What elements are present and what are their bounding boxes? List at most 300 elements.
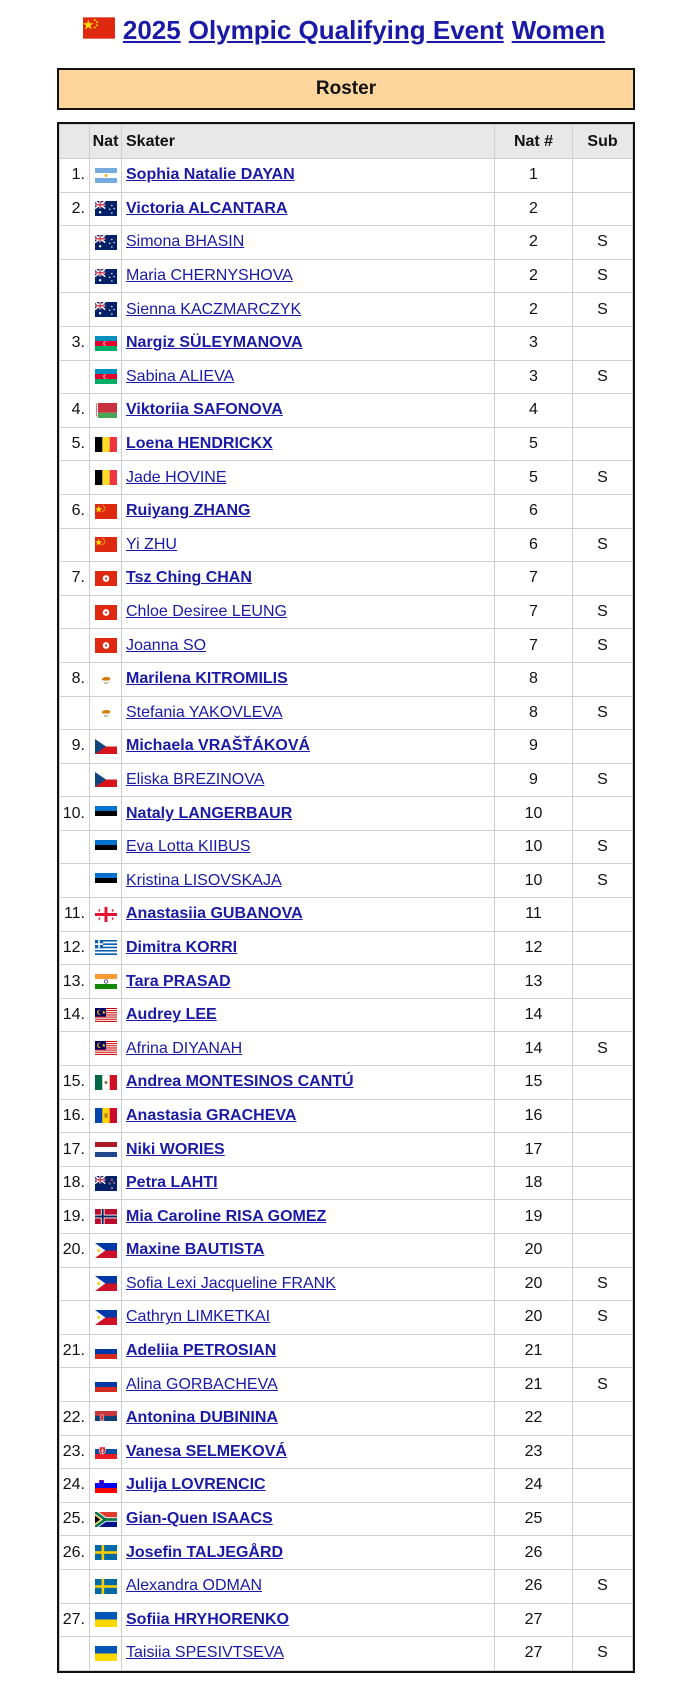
table-row — [60, 159, 633, 193]
rank-cell: 23. — [60, 1435, 90, 1469]
nat-number-cell: 14 — [495, 1032, 573, 1066]
flag-cell — [90, 427, 122, 461]
flag-cell — [90, 1502, 122, 1536]
nat-number-cell: 27 — [495, 1603, 573, 1637]
rank-cell — [60, 629, 90, 663]
nat-number-cell: 2 — [495, 259, 573, 293]
skater-cell — [122, 1133, 495, 1167]
table-row — [60, 1435, 633, 1469]
sub-cell — [573, 998, 633, 1032]
skater-cell — [122, 1603, 495, 1637]
flag-cell — [90, 226, 122, 260]
rank-cell — [60, 293, 90, 327]
skater-link[interactable]: Yi ZHU — [126, 535, 177, 553]
flag-cell — [90, 394, 122, 428]
sub-cell: S — [573, 595, 633, 629]
nat-number-cell: 20 — [495, 1267, 573, 1301]
skater-link[interactable]: Andrea MONTESINOS CANTÚ — [126, 1073, 354, 1091]
table-row — [60, 797, 633, 831]
table-row — [60, 461, 633, 495]
skater-link[interactable]: Alexandra ODMAN — [126, 1577, 263, 1595]
table-row — [60, 1637, 633, 1671]
nat-number-cell: 11 — [495, 898, 573, 932]
flag-cell — [90, 1435, 122, 1469]
hong-kong-flag-icon — [90, 638, 121, 653]
nat-number-cell: 9 — [495, 730, 573, 764]
skater-link[interactable]: Chloe Desiree LEUNG — [126, 603, 287, 621]
table-row — [60, 595, 633, 629]
rank-cell: 27. — [60, 1603, 90, 1637]
nat-number-cell: 23 — [495, 1435, 573, 1469]
table-row — [60, 1401, 633, 1435]
moldova-flag-icon — [90, 1108, 121, 1123]
sub-cell: S — [573, 1267, 633, 1301]
russia-flag-icon — [90, 1344, 121, 1359]
skater-cell — [122, 898, 495, 932]
table-row — [60, 1166, 633, 1200]
skater-link[interactable]: Afrina DIYANAH — [126, 1039, 243, 1057]
roster-label: Roster — [315, 78, 377, 99]
nat-number-cell: 17 — [495, 1133, 573, 1167]
skater-link[interactable]: Anastasia GRACHEVA — [126, 1106, 297, 1124]
rank-cell: 12. — [60, 931, 90, 965]
hong-kong-flag-icon — [90, 571, 121, 586]
rank-cell: 7. — [60, 562, 90, 596]
flag-cell — [90, 1099, 122, 1133]
rank-cell — [60, 696, 90, 730]
flag-cell — [90, 192, 122, 226]
flag-cell — [90, 360, 122, 394]
skater-link[interactable]: Nataly LANGERBAUR — [126, 804, 293, 822]
table-row — [60, 662, 633, 696]
slovakia-flag-icon — [90, 1444, 121, 1459]
rank-cell: 11. — [60, 898, 90, 932]
china-flag-icon — [90, 504, 121, 519]
rank-cell — [60, 763, 90, 797]
malaysia-flag-icon — [90, 1041, 121, 1056]
rank-cell: 8. — [60, 662, 90, 696]
skater-link[interactable]: Michaela VRAŠŤÁKOVÁ — [126, 737, 311, 755]
rank-cell — [60, 259, 90, 293]
sub-cell: S — [573, 1032, 633, 1066]
rank-cell: 9. — [60, 730, 90, 764]
skater-cell — [122, 1099, 495, 1133]
skater-cell — [122, 864, 495, 898]
rank-cell — [60, 528, 90, 562]
skater-link[interactable]: Tara PRASAD — [126, 972, 231, 990]
flag-cell — [90, 562, 122, 596]
skater-cell — [122, 1536, 495, 1570]
nat-number-cell: 2 — [495, 192, 573, 226]
skater-link[interactable]: Audrey LEE — [126, 1006, 217, 1024]
australia-flag-icon — [90, 235, 121, 250]
nat-number-cell: 1 — [495, 159, 573, 193]
sub-cell: S — [573, 763, 633, 797]
flag-cell — [90, 864, 122, 898]
rank-cell — [60, 1267, 90, 1301]
rank-cell: 14. — [60, 998, 90, 1032]
flag-cell — [90, 1267, 122, 1301]
skater-cell — [122, 1066, 495, 1100]
skater-link[interactable]: Kristina LISOVSKAJA — [126, 871, 282, 889]
greece-flag-icon — [90, 940, 121, 955]
philippines-flag-icon — [90, 1310, 121, 1325]
table-row — [60, 494, 633, 528]
ukraine-flag-icon — [90, 1612, 121, 1627]
nat-number-cell: 2 — [495, 293, 573, 327]
flag-cell — [90, 1301, 122, 1335]
nat-number-cell: 10 — [495, 830, 573, 864]
flag-cell — [90, 1032, 122, 1066]
skater-link[interactable]: Adeliia PETROSIAN — [126, 1342, 277, 1360]
skater-cell — [122, 192, 495, 226]
sub-cell — [573, 326, 633, 360]
nat-number-cell: 26 — [495, 1536, 573, 1570]
rank-cell — [60, 595, 90, 629]
sub-cell — [573, 427, 633, 461]
rank-cell: 5. — [60, 427, 90, 461]
skater-cell — [122, 830, 495, 864]
table-row — [60, 394, 633, 428]
skater-link[interactable]: Simona BHASIN — [126, 233, 245, 251]
table-row — [60, 730, 633, 764]
flag-cell — [90, 1200, 122, 1234]
netherlands-flag-icon — [90, 1142, 121, 1157]
skater-cell — [122, 763, 495, 797]
skater-cell — [122, 259, 495, 293]
nat-number-cell: 9 — [495, 763, 573, 797]
title-event-link[interactable]: Olympic Qualifying Event — [188, 14, 504, 45]
flag-cell — [90, 1401, 122, 1435]
column-header-sub: Sub — [573, 125, 633, 159]
india-flag-icon — [90, 974, 121, 989]
skater-cell — [122, 1469, 495, 1503]
nat-number-cell: 4 — [495, 394, 573, 428]
south-africa-flag-icon — [90, 1512, 121, 1527]
skater-link[interactable]: Taisiia SPESIVTSEVA — [126, 1644, 284, 1662]
skater-link[interactable]: Alina GORBACHEVA — [126, 1375, 278, 1393]
sub-cell — [573, 1066, 633, 1100]
nat-number-cell: 19 — [495, 1200, 573, 1234]
sub-cell: S — [573, 360, 633, 394]
norway-flag-icon — [90, 1209, 121, 1224]
skater-cell — [122, 427, 495, 461]
mexico-flag-icon — [90, 1075, 121, 1090]
cyprus-flag-icon — [90, 705, 121, 720]
nat-number-cell: 7 — [495, 629, 573, 663]
sub-cell — [573, 1334, 633, 1368]
sub-cell: S — [573, 830, 633, 864]
skater-cell — [122, 1637, 495, 1671]
rank-cell: 15. — [60, 1066, 90, 1100]
slovenia-flag-icon — [90, 1478, 121, 1493]
table-row — [60, 864, 633, 898]
page-title — [0, 12, 688, 48]
flag-cell — [90, 1469, 122, 1503]
rank-cell: 18. — [60, 1166, 90, 1200]
nat-number-cell: 8 — [495, 696, 573, 730]
nat-number-cell: 10 — [495, 864, 573, 898]
sub-cell: S — [573, 293, 633, 327]
sub-cell: S — [573, 1301, 633, 1335]
table-row — [60, 998, 633, 1032]
skater-link[interactable]: Gian-Quen ISAACS — [126, 1510, 273, 1528]
skater-link[interactable]: Tsz Ching CHAN — [126, 569, 252, 587]
flag-cell — [90, 1234, 122, 1268]
nat-number-cell: 22 — [495, 1401, 573, 1435]
nat-number-cell: 13 — [495, 965, 573, 999]
flag-cell — [90, 326, 122, 360]
sub-cell — [573, 898, 633, 932]
sub-cell — [573, 1401, 633, 1435]
rank-cell — [60, 830, 90, 864]
table-header-row — [60, 125, 633, 159]
nat-number-cell: 5 — [495, 461, 573, 495]
rank-cell: 22. — [60, 1401, 90, 1435]
table-row — [60, 1133, 633, 1167]
flag-cell — [90, 898, 122, 932]
flag-cell — [90, 1603, 122, 1637]
skater-cell — [122, 965, 495, 999]
rank-cell: 17. — [60, 1133, 90, 1167]
table-row — [60, 1234, 633, 1268]
roster-table — [59, 124, 633, 1671]
flag-cell — [90, 259, 122, 293]
table-row — [60, 528, 633, 562]
skater-cell — [122, 1334, 495, 1368]
flag-cell — [90, 1536, 122, 1570]
australia-flag-icon — [90, 302, 121, 317]
skater-cell — [122, 1502, 495, 1536]
nat-number-cell: 14 — [495, 998, 573, 1032]
nat-number-cell: 10 — [495, 797, 573, 831]
sub-cell — [573, 562, 633, 596]
estonia-flag-icon — [90, 806, 121, 821]
skater-link[interactable]: Sienna KACZMARCZYK — [126, 300, 302, 318]
philippines-flag-icon — [90, 1276, 121, 1291]
skater-cell — [122, 595, 495, 629]
sub-cell: S — [573, 226, 633, 260]
philippines-flag-icon — [90, 1243, 121, 1258]
nat-number-cell: 7 — [495, 595, 573, 629]
table-row — [60, 1569, 633, 1603]
sub-cell — [573, 1133, 633, 1167]
skater-link[interactable]: Julija LOVRENCIC — [126, 1476, 266, 1494]
flag-cell — [90, 696, 122, 730]
skater-cell — [122, 528, 495, 562]
australia-flag-icon — [90, 269, 121, 284]
rank-cell: 13. — [60, 965, 90, 999]
sub-cell: S — [573, 629, 633, 663]
skater-cell — [122, 730, 495, 764]
table-row — [60, 1267, 633, 1301]
flag-cell — [90, 1166, 122, 1200]
table-row — [60, 931, 633, 965]
skater-cell — [122, 394, 495, 428]
skater-cell — [122, 461, 495, 495]
skater-link[interactable]: Petra LAHTI — [126, 1174, 218, 1192]
skater-cell — [122, 1267, 495, 1301]
skater-cell — [122, 1234, 495, 1268]
skater-cell — [122, 1301, 495, 1335]
skater-link[interactable]: Jade HOVINE — [126, 468, 227, 486]
belgium-flag-icon — [90, 437, 121, 452]
flag-cell — [90, 730, 122, 764]
table-row — [60, 965, 633, 999]
flag-cell — [90, 629, 122, 663]
table-row — [60, 830, 633, 864]
nat-number-cell: 25 — [495, 1502, 573, 1536]
sub-cell — [573, 1603, 633, 1637]
skater-link[interactable]: Maxine BAUTISTA — [126, 1241, 265, 1259]
skater-link[interactable]: Sofia Lexi Jacqueline FRANK — [126, 1274, 336, 1292]
skater-link[interactable]: Marilena KITROMILIS — [126, 670, 288, 688]
skater-link[interactable]: Joanna SO — [126, 636, 207, 654]
sub-cell — [573, 1435, 633, 1469]
estonia-flag-icon — [90, 840, 121, 855]
sub-cell — [573, 1234, 633, 1268]
table-row — [60, 562, 633, 596]
skater-link[interactable]: Viktoriia SAFONOVA — [126, 401, 283, 419]
nat-number-cell: 18 — [495, 1166, 573, 1200]
skater-cell — [122, 293, 495, 327]
title-year-link[interactable]: 2025 — [122, 14, 181, 45]
sub-cell — [573, 730, 633, 764]
skater-link[interactable]: Cathryn LIMKETKAI — [126, 1308, 271, 1326]
nat-number-cell: 15 — [495, 1066, 573, 1100]
skater-link[interactable]: Antonina DUBININA — [126, 1409, 278, 1427]
column-header-skater: Skater — [122, 125, 495, 159]
skater-link[interactable]: Sabina ALIEVA — [126, 367, 235, 385]
flag-cell — [90, 528, 122, 562]
flag-cell — [90, 159, 122, 193]
nat-number-cell: 26 — [495, 1569, 573, 1603]
sub-cell — [573, 192, 633, 226]
sub-cell — [573, 1502, 633, 1536]
skater-cell — [122, 1401, 495, 1435]
skater-link[interactable]: Mia Caroline RISA GOMEZ — [126, 1207, 327, 1225]
flag-cell — [90, 1133, 122, 1167]
skater-cell — [122, 931, 495, 965]
rank-cell: 16. — [60, 1099, 90, 1133]
flag-cell — [90, 830, 122, 864]
table-row — [60, 1469, 633, 1503]
skater-cell — [122, 797, 495, 831]
nat-number-cell: 7 — [495, 562, 573, 596]
skater-link[interactable]: Ruiyang ZHANG — [126, 502, 251, 520]
nat-number-cell: 16 — [495, 1099, 573, 1133]
table-row — [60, 1502, 633, 1536]
sub-cell — [573, 494, 633, 528]
rank-cell: 10. — [60, 797, 90, 831]
rank-cell: 3. — [60, 326, 90, 360]
nat-number-cell: 8 — [495, 662, 573, 696]
sub-cell — [573, 965, 633, 999]
skater-cell — [122, 1368, 495, 1402]
sub-cell — [573, 1166, 633, 1200]
flag-cell — [90, 763, 122, 797]
flag-cell — [90, 461, 122, 495]
flag-cell — [90, 1066, 122, 1100]
skater-cell — [122, 1166, 495, 1200]
skater-link[interactable]: Nargiz SÜLEYMANOVA — [126, 334, 303, 352]
skater-link[interactable]: Eliska BREZINOVA — [126, 770, 265, 788]
skater-cell — [122, 629, 495, 663]
skater-link[interactable]: Victoria ALCANTARA — [126, 199, 288, 217]
flag-cell — [90, 931, 122, 965]
skater-link[interactable]: Maria CHERNYSHOVA — [126, 267, 293, 285]
czechia-flag-icon — [90, 739, 121, 754]
sub-cell: S — [573, 528, 633, 562]
sub-cell — [573, 1200, 633, 1234]
skater-link[interactable]: Dimitra KORRI — [126, 938, 238, 956]
rank-cell — [60, 1301, 90, 1335]
serbia-flag-icon — [90, 1411, 121, 1426]
skater-cell — [122, 562, 495, 596]
sub-cell: S — [573, 1569, 633, 1603]
table-row — [60, 259, 633, 293]
skater-link[interactable]: Loena HENDRICKX — [126, 435, 273, 453]
table-row — [60, 898, 633, 932]
sub-cell — [573, 1536, 633, 1570]
nat-number-cell: 5 — [495, 427, 573, 461]
skater-link[interactable]: Sofiia HRYHORENKO — [126, 1610, 289, 1628]
nat-number-cell: 27 — [495, 1637, 573, 1671]
flag-cell — [90, 1569, 122, 1603]
table-row — [60, 360, 633, 394]
china-flag-icon — [83, 15, 115, 46]
table-row — [60, 427, 633, 461]
hong-kong-flag-icon — [90, 605, 121, 620]
rank-cell: 25. — [60, 1502, 90, 1536]
rank-cell: 26. — [60, 1536, 90, 1570]
sub-cell — [573, 1099, 633, 1133]
rank-cell: 24. — [60, 1469, 90, 1503]
rank-cell — [60, 1569, 90, 1603]
sweden-flag-icon — [90, 1579, 121, 1594]
skater-cell — [122, 226, 495, 260]
sub-cell — [573, 1469, 633, 1503]
sub-cell: S — [573, 1368, 633, 1402]
skater-link[interactable]: Anastasiia GUBANOVA — [126, 905, 303, 923]
rank-cell — [60, 1032, 90, 1066]
skater-link[interactable]: Stefania YAKOVLEVA — [126, 703, 283, 721]
nat-number-cell: 20 — [495, 1301, 573, 1335]
sub-cell: S — [573, 864, 633, 898]
flag-cell — [90, 965, 122, 999]
flag-cell — [90, 998, 122, 1032]
skater-link[interactable]: Niki WORIES — [126, 1140, 225, 1158]
rank-cell: 2. — [60, 192, 90, 226]
table-row — [60, 1334, 633, 1368]
title-category-link[interactable]: Women — [511, 14, 606, 45]
skater-link[interactable]: Josefin TALJEGÅRD — [126, 1543, 284, 1561]
georgia-flag-icon — [90, 907, 121, 922]
sub-cell — [573, 662, 633, 696]
table-row — [60, 293, 633, 327]
table-row — [60, 1066, 633, 1100]
sub-cell: S — [573, 259, 633, 293]
sub-cell — [573, 159, 633, 193]
skater-link[interactable]: Sophia Natalie DAYAN — [126, 166, 295, 184]
skater-cell — [122, 494, 495, 528]
skater-cell — [122, 1032, 495, 1066]
rank-cell: 6. — [60, 494, 90, 528]
table-row — [60, 1603, 633, 1637]
czechia-flag-icon — [90, 772, 121, 787]
skater-link[interactable]: Vanesa SELMEKOVÁ — [126, 1442, 287, 1460]
skater-link[interactable]: Eva Lotta KIIBUS — [126, 838, 251, 856]
